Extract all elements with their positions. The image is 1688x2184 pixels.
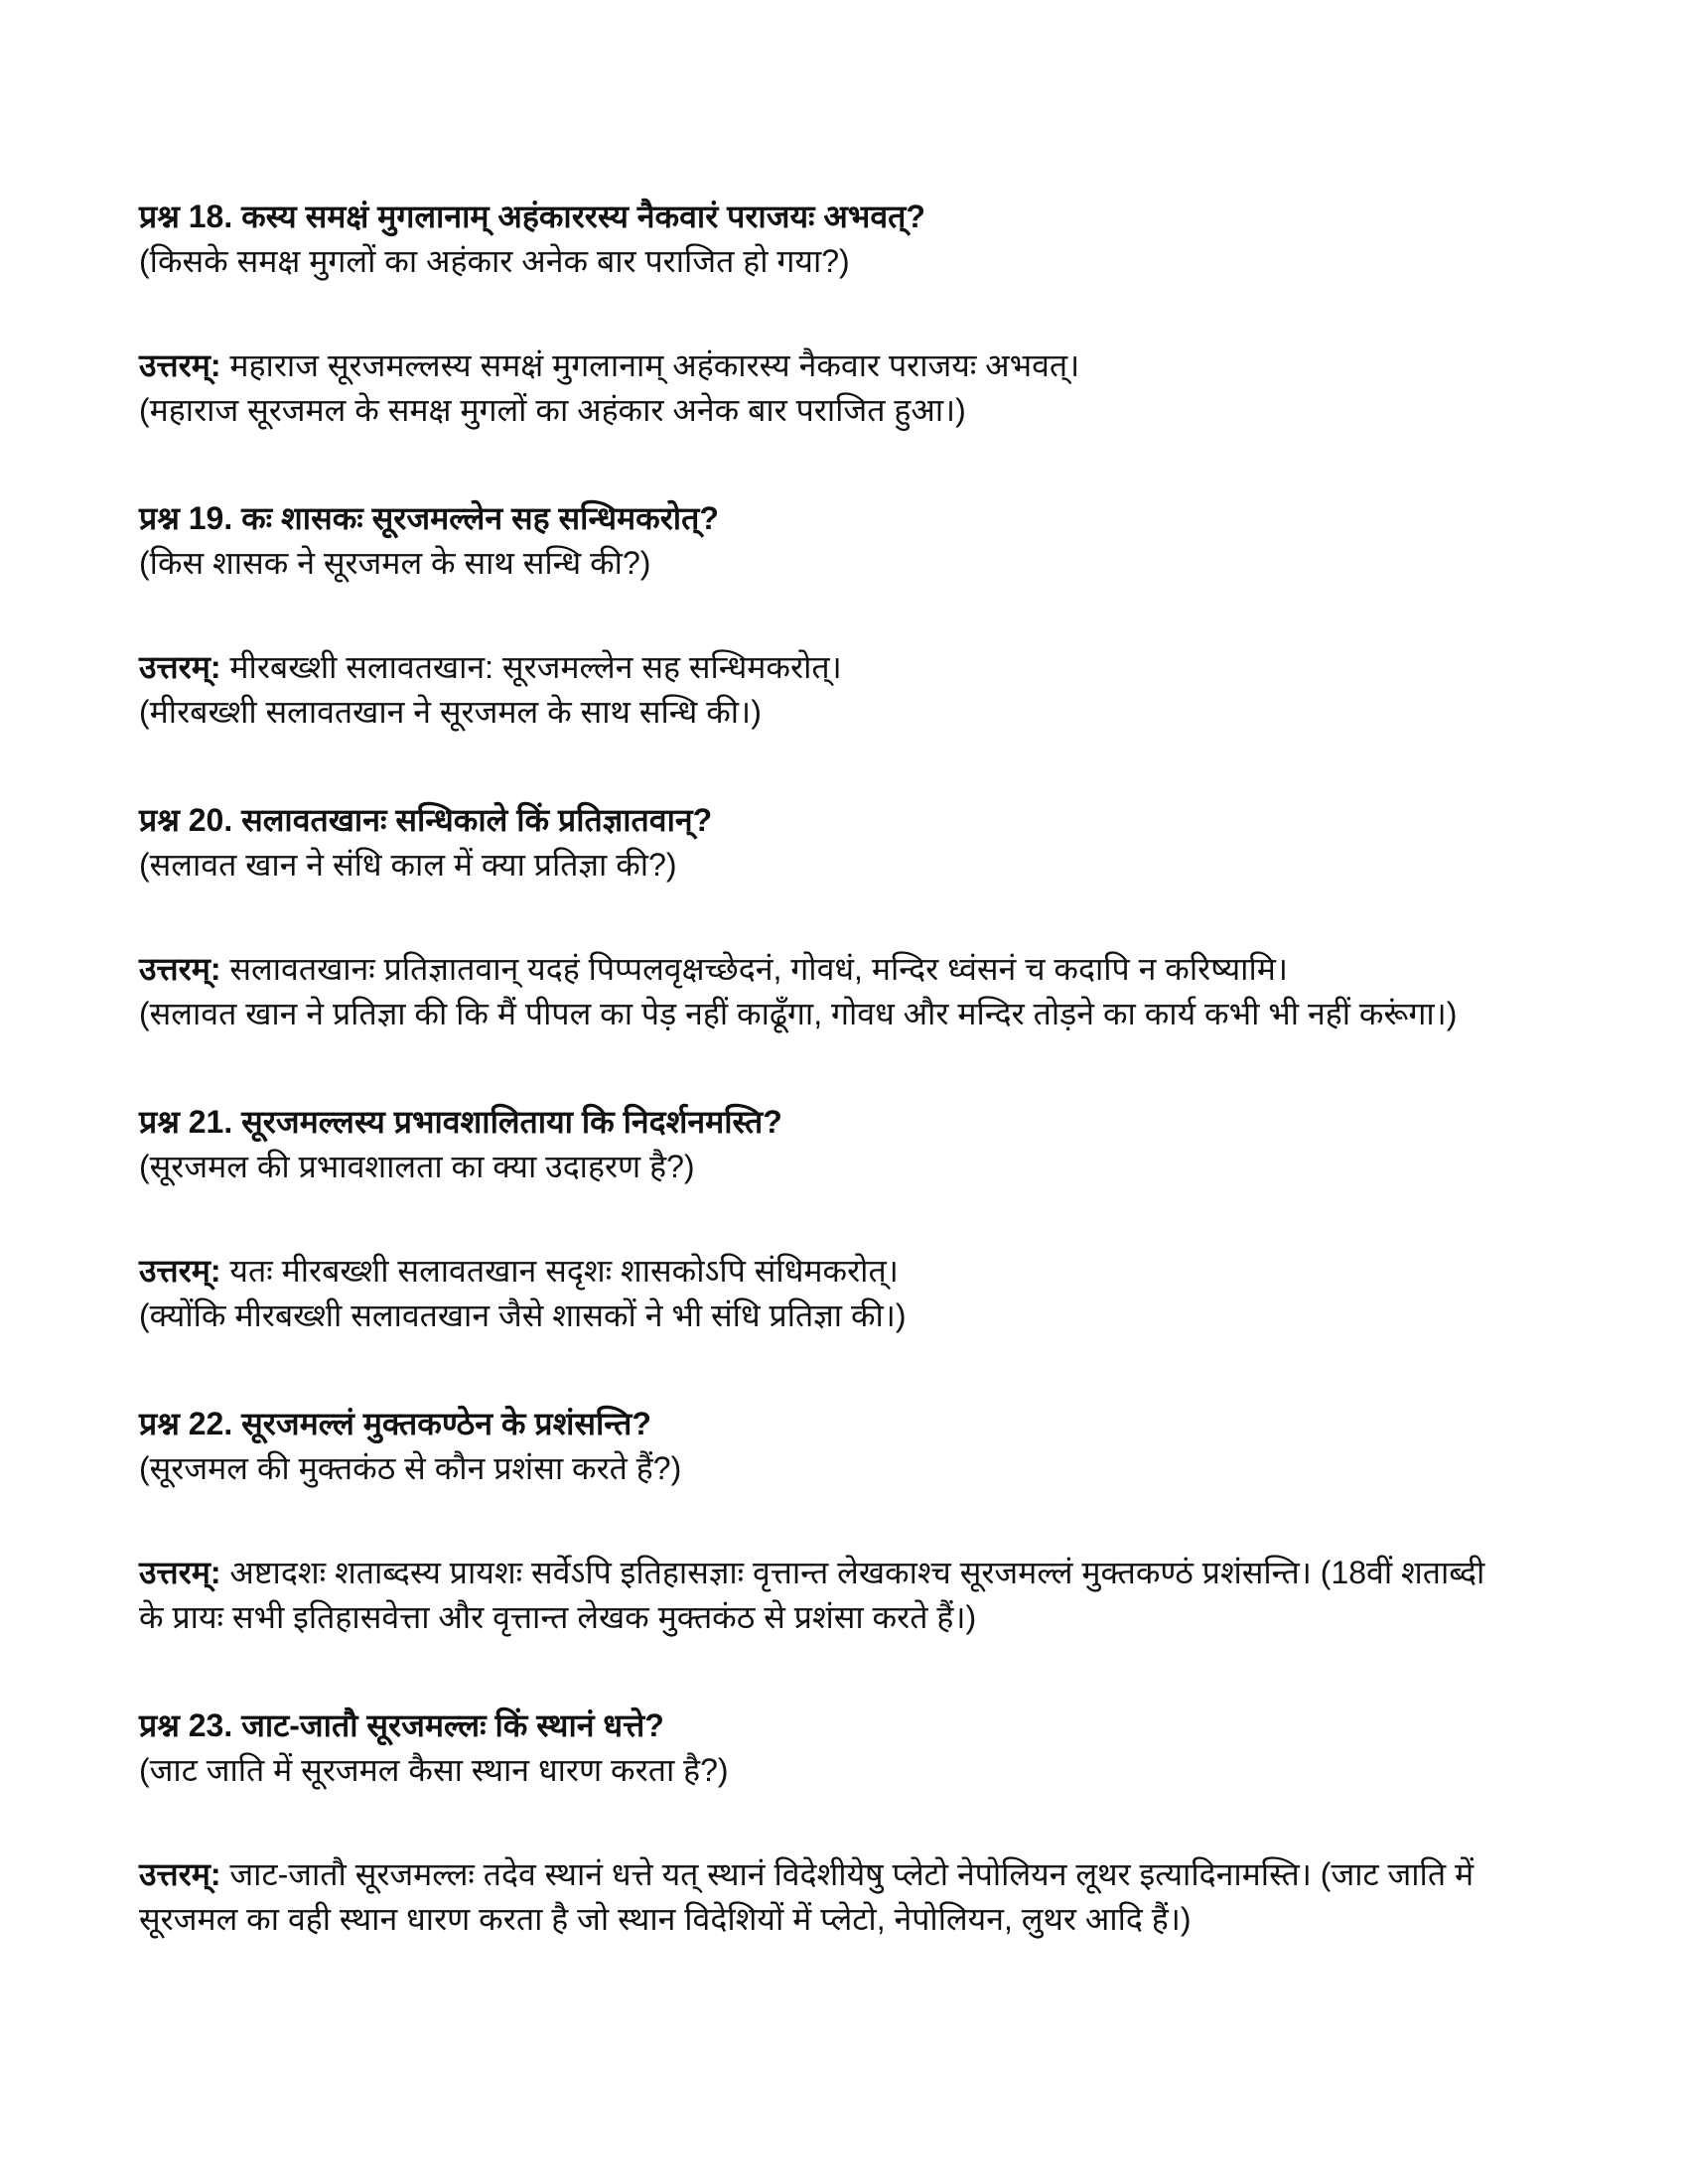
question-20-sanskrit: सलावतखानः सन्धिकाले किं प्रतिज्ञातवान्? [241,802,713,838]
document-page [139,195,1489,2005]
question-19-sanskrit: कः शासकः सूरजमल्लेन सह सन्धिमकरोत्? [241,500,719,536]
question-18-sanskrit: कस्य समक्षं मुगलानाम् अहंकाररस्य नैकवारं पराजयः अभवत्? [241,199,925,234]
question-21-sanskrit-line [139,1100,1489,1145]
answer-18-label: उत्तरम्: [139,347,221,383]
answer-22-sanskrit: अष्टादशः शताब्दस्य प्रायशः सर्वेऽपि इतिहासज्ञाः वृत्तान्त लेखकाश्च सूरजमल्लं मुक्तकण्ठं प्रशंसन्ति। [229,1555,1312,1590]
answer-20-hindi: (सलावत खान ने प्रतिज्ञा की कि मैं पीपल का पेड़ नहीं काढूँगा, गोवध और मन्दिर तोड़ने का कार्य कभी भी नहीं करूंगा।) [139,996,1458,1031]
question-21-number: प्रश्न 21. [139,1104,233,1140]
answer-20-label: उत्तरम्: [139,951,221,987]
qa-block-22 [139,1402,1489,1640]
answer-21-sanskrit: यतः मीरबख्शी सलावतखान सदृशः शासकोऽपि संधिमकरोत्। [229,1253,899,1289]
answer-18 [139,343,1489,433]
question-23 [139,1704,1489,1793]
question-23-sanskrit-line [139,1704,1489,1748]
question-22-sanskrit: सूरजमल्लं मुक्तकण्ठेन के प्रशंसन्ति? [241,1406,651,1441]
question-19-sanskrit-line [139,496,1489,541]
question-20-sanskrit-line [139,798,1489,843]
answer-18-sanskrit: महाराज सूरजमल्लस्य समक्षं मुगलानाम् अहंकारस्य नैकवार पराजयः अभवत्। [229,347,1080,383]
question-22-sanskrit-line [139,1402,1489,1446]
answer-19-hindi: (मीरबख्शी सलावतखान ने सूरजमल के साथ सन्धि की।) [139,694,762,730]
answer-19-label: उत्तरम्: [139,649,221,685]
answer-23 [139,1852,1489,1942]
question-18-hindi: (किसके समक्ष मुगलों का अहंकार अनेक बार पराजित हो गया?) [139,243,850,279]
answer-22 [139,1551,1489,1640]
question-19-hindi: (किस शासक ने सूरजमल के साथ सन्धि की?) [139,545,651,581]
qa-block-20 [139,798,1489,1036]
question-20-number: प्रश्न 20. [139,802,233,838]
answer-20 [139,947,1489,1036]
question-22-number: प्रश्न 22. [139,1406,233,1441]
answer-23-label: उत्तरम्: [139,1856,221,1892]
question-18-sanskrit-line [139,195,1489,239]
answer-19-sanskrit: मीरबख्शी सलावतखान: सूरजमल्लेन सह सन्धिमकरोत्। [229,649,842,685]
answer-23-hindi: (जाट जाति में सूरजमल का वही स्थान धारण करता है जो स्थान विदेशियों में प्लेटो, नेपोलियन, लुथर आदि हैं।) [139,1856,1475,1937]
question-22-hindi: (सूरजमल की मुक्तकंठ से कौन प्रशंसा करते हैं?) [139,1450,682,1486]
question-23-hindi: (जाट जाति में सूरजमल कैसा स्थान धारण करता है?) [139,1752,729,1788]
question-22 [139,1402,1489,1491]
answer-20-sanskrit: सलावतखानः प्रतिज्ञातवान् यदहं पिप्पलवृक्षच्छेदनं, गोवधं, मन्दिर ध्वंसनं च कदापि न करिष्यामि। [229,951,1288,987]
answer-21-hindi: (क्योंकि मीरबख्शी सलावतखान जैसे शासकों ने भी संधि प्रतिज्ञा की।) [139,1297,907,1333]
question-23-number: प्रश्न 23. [139,1707,233,1743]
question-20-hindi: (सलावत खान ने संधि काल में क्या प्रतिज्ञा की?) [139,847,677,883]
question-23-sanskrit: जाट-जातौ सूरजमल्लः किं स्थानं धत्ते? [241,1707,664,1743]
question-18-number: प्रश्न 18. [139,199,233,234]
answer-21 [139,1249,1489,1338]
question-18 [139,195,1489,284]
question-21 [139,1100,1489,1189]
answer-23-sanskrit: जाट-जातौ सूरजमल्लः तदेव स्थानं धत्ते यत् स्थानं विदेशीयेषु प्लेटो नेपोलियन लूथर इत्यादिनामस्ति। [229,1856,1312,1892]
question-20 [139,798,1489,887]
question-19 [139,496,1489,586]
answer-19 [139,645,1489,735]
answer-22-label: उत्तरम्: [139,1555,221,1590]
answer-22-hindi: (18वीं शताब्दी के प्रायः सभी इतिहासवेत्ता और वृत्तान्त लेखक मुक्तकंठ से प्रशंसा करते हैं।) [139,1555,1485,1635]
qa-block-19 [139,496,1489,735]
qa-block-18 [139,195,1489,433]
qa-block-21 [139,1100,1489,1338]
answer-21-label: उत्तरम्: [139,1253,221,1289]
answer-18-hindi: (महाराज सूरजमल के समक्ष मुगलों का अहंकार अनेक बार पराजित हुआ।) [139,392,966,428]
question-19-number: प्रश्न 19. [139,500,233,536]
qa-block-23 [139,1704,1489,1942]
question-21-hindi: (सूरजमल की प्रभावशालता का क्या उदाहरण है?) [139,1149,695,1184]
question-21-sanskrit: सूरजमल्लस्य प्रभावशालिताया कि निदर्शनमस्ति? [241,1104,782,1140]
